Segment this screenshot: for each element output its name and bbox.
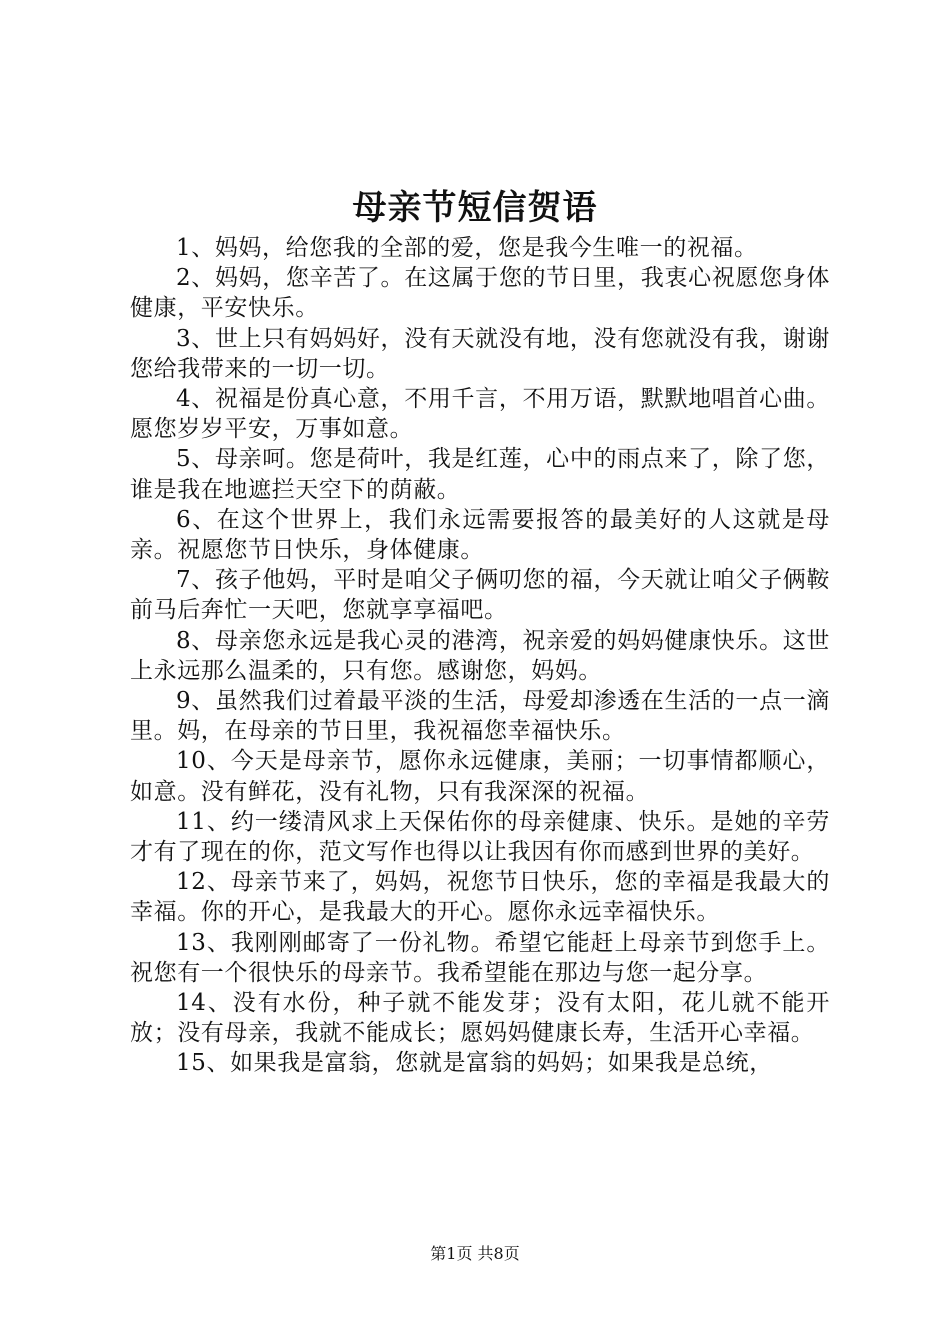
- paragraph-11: 11、约一缕清风求上天保佑你的母亲健康、快乐。是她的辛劳才有了现在的你，范文写作也得以让我因有你而感到世界的美好。: [130, 808, 830, 866]
- page-footer: 第1页 共8页: [430, 1244, 520, 1263]
- paragraph-8: 8、母亲您永远是我心灵的港湾，祝亲爱的妈妈健康快乐。这世上永远那么温柔的，只有您。感谢您，妈妈。: [130, 627, 830, 684]
- paragraph-7: 7、孩子他妈，平时是咱父子俩叨您的福，今天就让咱父子俩鞍前马后奔忙一天吧，您就享享福吧。: [130, 567, 830, 624]
- paragraph-4: 4、祝福是份真心意，不用千言，不用万语，默默地唱首心曲。愿您岁岁平安，万事如意。: [130, 386, 830, 443]
- paragraph-9: 9、虽然我们过着最平淡的生活，母爱却渗透在生活的一点一滴里。妈，在母亲的节日里，我祝福您幸福快乐。: [130, 688, 830, 745]
- paragraph-10: 10、今天是母亲节，愿你永远健康，美丽；一切事情都顺心，如意。没有鲜花，没有礼物，只有我深深的祝福。: [130, 748, 830, 805]
- paragraph-6: 6、在这个世界上，我们永远需要报答的最美好的人这就是母亲。祝愿您节日快乐，身体健康。: [130, 506, 830, 564]
- document-body: [130, 233, 830, 1079]
- paragraph-12: 12、母亲节来了，妈妈，祝您节日快乐，您的幸福是我最大的幸福。你的开心，是我最大的开心。愿你永远幸福快乐。: [130, 869, 830, 926]
- paragraph-5: 5、母亲呵。您是荷叶，我是红莲，心中的雨点来了，除了您，谁是我在地遮拦天空下的荫蔽。: [130, 446, 830, 503]
- document-title: 母亲节短信贺语: [352, 188, 598, 228]
- paragraph-3: 3、世上只有妈妈好，没有天就没有地，没有您就没有我，谢谢您给我带来的一切一切。: [130, 325, 830, 382]
- paragraph-15: 15、如果我是富翁，您就是富翁的妈妈；如果我是总统，: [176, 1050, 773, 1077]
- paragraph-2: 2、妈妈，您辛苦了。在这属于您的节日里，我衷心祝愿您身体健康，平安快乐。: [130, 265, 830, 322]
- paragraph-13: 13、我刚刚邮寄了一份礼物。希望它能赶上母亲节到您手上。祝您有一个很快乐的母亲节。我希望能在那边与您一起分享。: [130, 929, 830, 986]
- paragraph-1: 1、妈妈，给您我的全部的爱，您是我今生唯一的祝福。: [176, 235, 758, 261]
- paragraph-14: 14、没有水份，种子就不能发芽；没有太阳，花儿就不能开放；没有母亲，我就不能成长；愿妈妈健康长寿，生活开心幸福。: [130, 990, 830, 1047]
